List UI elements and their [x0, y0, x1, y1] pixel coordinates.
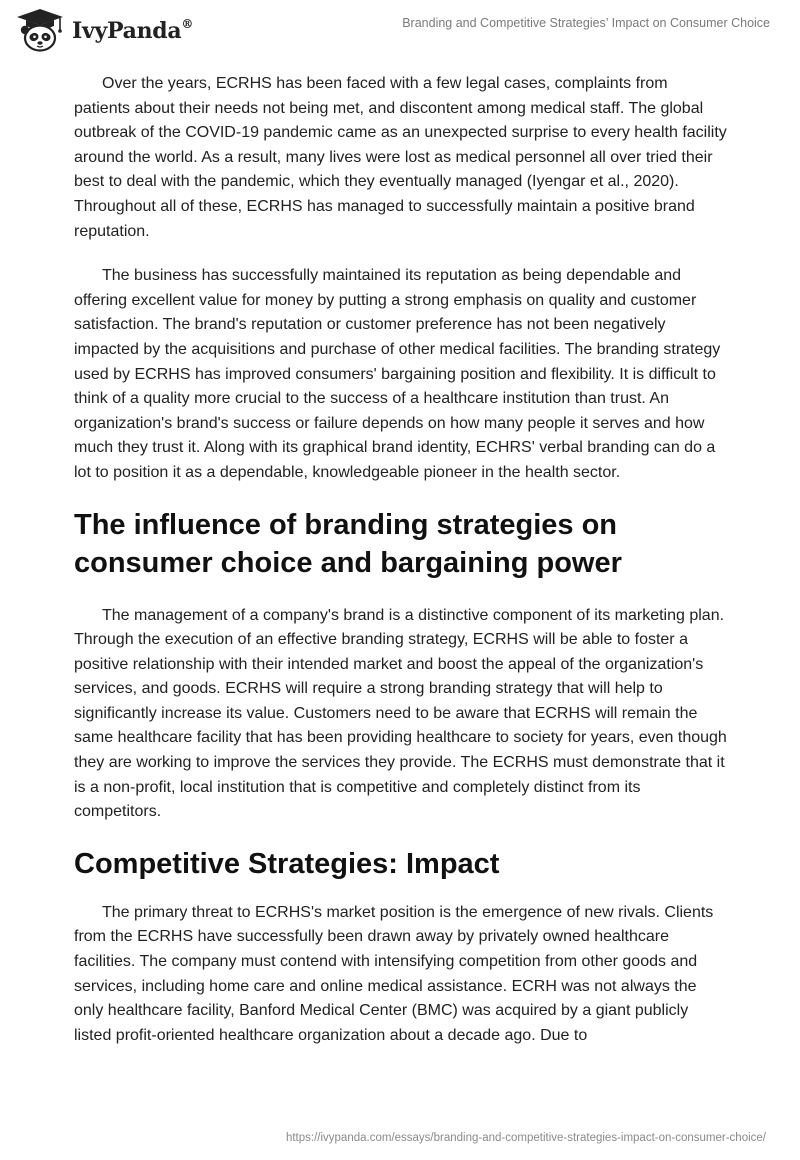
- brand-name: IvyPanda®: [72, 16, 194, 44]
- heading-branding-influence: The influence of branding strategies on consumer choice and bargaining power: [74, 508, 622, 579]
- ivypanda-logo[interactable]: [14, 8, 193, 52]
- paragraph-intro-2: The business has successfully maintained its reputation as being dependable and offering excellent value for money by putting a strong emphasis on quality and customer satisfaction. The brand's reputation or customer preference has not been negatively impacted by the acquisitions and purchase of other medical facilities. The branding strategy used by ECRHS has improved consumers' bargaining position and flexibility. It is difficult to think of a quality more crucial to the success of a healthcare institution than trust. An organization's brand's success or failure depends on how many people it serves and how much they trust it. Along with its graphical brand identity, ECHRS' verbal branding can do a lot to position it as a dependable, knowledgeable pioneer in the health sector.: [74, 267, 721, 481]
- paragraph-competitive-strategies: The primary threat to ECRHS's market position is the emergence of new rivals. Clients from the ECRHS have successfully been drawn away by privately owned healthcare facilities. The company must contend with intensifying competition from other goods and services, including home care and online medical assistance. ECRH was not always the only healthcare facility, Banford Medical Center (BMC) was acquired by a giant publicly listed profit-oriented healthcare organization about a decade ago. Due to: [74, 903, 714, 1044]
- paragraph-intro-1: Over the years, ECRHS has been faced with a few legal cases, complaints from patients about their needs not being met, and discontent among medical staff. The global outbreak of the COVID-19 pandemic came as an unexpected surprise to every health facility around the world. As a result, many lives were lost as medical personnel all over tried their best to deal with the pandemic, which they eventually managed (Iyengar et al., 2020). Throughout all of these, ECRHS has managed to successfully maintain a positive brand reputation.: [74, 75, 727, 240]
- heading-competitive-strategies: Competitive Strategies: Impact: [74, 847, 500, 880]
- paragraph-branding-influence: The management of a company's brand is a distinctive component of its marketing plan. Through the execution of an effective branding strategy, ECRHS will be able to foster a positive relationship with their intended market and boost the appeal of the organization's services, and goods. ECRHS will require a strong branding strategy that will help to significantly increase its value. Customers need to be aware that ECRHS will remain the same healthcare facility that has been providing healthcare to society for years, even though they are working to improve the services they provide. The ECRHS must demonstrate that it is a non-profit, local institution that is competitive and completely distinct from its competitors.: [74, 606, 727, 821]
- page-header: [0, 0, 800, 62]
- essay-content: [74, 72, 728, 1068]
- panda-graduation-cap-icon: [14, 8, 66, 52]
- document-title: Branding and Competitive Strategies’ Impact on Consumer Choice: [402, 16, 770, 30]
- source-url[interactable]: https://ivypanda.com/essays/branding-and-competitive-strategies-impact-on-consumer-choice/: [285, 1132, 766, 1144]
